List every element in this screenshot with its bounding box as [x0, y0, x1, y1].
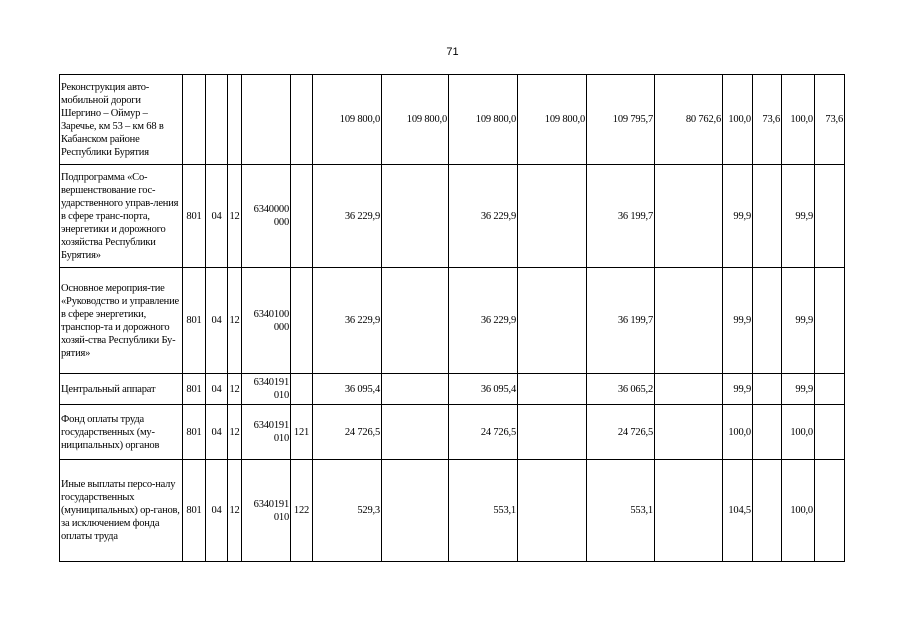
- approved-amount-cell: 109 800,0: [313, 75, 382, 165]
- percent-approved-federal-cell: [753, 165, 782, 268]
- refined-amount-cell: 24 726,5: [449, 405, 518, 460]
- row-name-cell: Фонд оплаты труда государственных (му-ниципальных) органов: [60, 405, 183, 460]
- ved-code-cell: 801: [183, 460, 206, 562]
- refined-amount-cell: 553,1: [449, 460, 518, 562]
- target-article-cell: [242, 165, 291, 268]
- percent-approved-federal-cell: [753, 460, 782, 562]
- approved-amount-federal-cell: [382, 268, 449, 374]
- target-article-code-part2: 010: [273, 390, 289, 401]
- percent-approved-federal-cell: [753, 374, 782, 405]
- percent-approved-federal-cell: 73,6: [753, 75, 782, 165]
- table-row: [60, 374, 845, 405]
- executed-amount-cell: 109 795,7: [587, 75, 655, 165]
- table-row: [60, 268, 845, 374]
- page-number: 71: [446, 46, 459, 58]
- refined-amount-federal-cell: [518, 268, 587, 374]
- executed-amount-federal-cell: [655, 374, 723, 405]
- row-name-cell: Центральный аппарат: [60, 374, 183, 405]
- target-article-code-part2: 000: [273, 217, 289, 228]
- percent-approved-cell: 100,0: [723, 405, 753, 460]
- ved-code-cell: 801: [183, 405, 206, 460]
- executed-amount-federal-cell: [655, 165, 723, 268]
- approved-amount-cell: 24 726,5: [313, 405, 382, 460]
- executed-amount-cell: 36 199,7: [587, 268, 655, 374]
- section-code-cell: 04: [206, 460, 228, 562]
- percent-refined-cell: 99,9: [782, 374, 815, 405]
- refined-amount-cell: 36 095,4: [449, 374, 518, 405]
- executed-amount-federal-cell: 80 762,6: [655, 75, 723, 165]
- percent-approved-cell: 99,9: [723, 268, 753, 374]
- ved-code-cell: 801: [183, 165, 206, 268]
- approved-amount-cell: 36 095,4: [313, 374, 382, 405]
- target-article-code-part2: 010: [273, 511, 289, 523]
- target-article-code-part2: 000: [273, 321, 289, 333]
- expense-type-cell: [291, 374, 313, 405]
- approved-amount-cell: 529,3: [313, 460, 382, 562]
- refined-amount-cell: 36 229,9: [449, 268, 518, 374]
- subsection-code-cell: 12: [228, 165, 242, 268]
- executed-amount-cell: 36 065,2: [587, 374, 655, 405]
- section-code-cell: 04: [206, 165, 228, 268]
- expense-type-cell: 122: [291, 460, 313, 562]
- approved-amount-cell: 36 229,9: [313, 165, 382, 268]
- target-article-code-part1: 6340191: [253, 498, 289, 510]
- approved-amount-federal-cell: 109 800,0: [382, 75, 449, 165]
- section-code-cell: 04: [206, 374, 228, 405]
- target-article-cell: [242, 374, 291, 405]
- approved-amount-federal-cell: [382, 374, 449, 405]
- ved-code-cell: [183, 75, 206, 165]
- target-article-cell: [242, 75, 291, 165]
- refined-amount-federal-cell: [518, 460, 587, 562]
- target-article-code-part1: 6340100: [253, 308, 289, 320]
- target-article-code-part1: 6340191: [253, 420, 289, 431]
- section-code-cell: 04: [206, 268, 228, 374]
- expense-type-cell: [291, 268, 313, 374]
- executed-amount-federal-cell: [655, 405, 723, 460]
- executed-amount-federal-cell: [655, 268, 723, 374]
- percent-refined-federal-cell: [815, 405, 845, 460]
- table-row: [60, 405, 845, 460]
- refined-amount-federal-cell: [518, 374, 587, 405]
- refined-amount-federal-cell: [518, 405, 587, 460]
- executed-amount-cell: 36 199,7: [587, 165, 655, 268]
- refined-amount-cell: 109 800,0: [449, 75, 518, 165]
- approved-amount-cell: 36 229,9: [313, 268, 382, 374]
- percent-approved-federal-cell: [753, 405, 782, 460]
- expense-type-cell: 121: [291, 405, 313, 460]
- subsection-code-cell: 12: [228, 374, 242, 405]
- approved-amount-federal-cell: [382, 460, 449, 562]
- ved-code-cell: 801: [183, 374, 206, 405]
- table-row: [60, 75, 845, 165]
- budget-table: [59, 74, 845, 562]
- percent-refined-cell: 100,0: [782, 460, 815, 562]
- approved-amount-federal-cell: [382, 405, 449, 460]
- subsection-code-cell: [228, 75, 242, 165]
- target-article-code-part1: 6340000: [253, 204, 289, 215]
- table-row: [60, 460, 845, 562]
- approved-amount-federal-cell: [382, 165, 449, 268]
- section-code-cell: [206, 75, 228, 165]
- refined-amount-federal-cell: [518, 165, 587, 268]
- refined-amount-cell: 36 229,9: [449, 165, 518, 268]
- target-article-code-part1: 6340191: [253, 377, 289, 388]
- expense-type-cell: [291, 165, 313, 268]
- executed-amount-cell: 553,1: [587, 460, 655, 562]
- percent-refined-cell: 99,9: [782, 268, 815, 374]
- expense-type-cell: [291, 75, 313, 165]
- percent-approved-cell: 104,5: [723, 460, 753, 562]
- percent-approved-cell: 100,0: [723, 75, 753, 165]
- subsection-code-cell: 12: [228, 460, 242, 562]
- refined-amount-federal-cell: 109 800,0: [518, 75, 587, 165]
- percent-refined-cell: 99,9: [782, 165, 815, 268]
- section-code-cell: 04: [206, 405, 228, 460]
- executed-amount-federal-cell: [655, 460, 723, 562]
- percent-refined-federal-cell: 73,6: [815, 75, 845, 165]
- row-name-cell: Подпрограмма «Со-вершенствование гос-ударственного управ-ления в сфере транс-порта, энергетики и дорожного хозяйства Республики Бурятия»: [60, 165, 183, 268]
- row-name-cell: Основное мероприя-тие «Руководство и управление в сфере энергетики, транспор-та и дорожного хозяй-ства Республики Бу-рятия»: [60, 268, 183, 374]
- row-name-cell: Реконструкция авто-мобильной дороги Шергино – Оймур – Заречье, км 53 – км 68 в Кабанском районе Республики Бурятия: [60, 75, 183, 165]
- row-name-cell: Иные выплаты персо-налу государственных (муниципальных) ор-ганов, за исключением фонда оплаты труда: [60, 460, 183, 562]
- subsection-code-cell: 12: [228, 405, 242, 460]
- table-row: [60, 165, 845, 268]
- percent-approved-federal-cell: [753, 268, 782, 374]
- percent-refined-federal-cell: [815, 165, 845, 268]
- target-article-cell: [242, 405, 291, 460]
- percent-refined-federal-cell: [815, 268, 845, 374]
- subsection-code-cell: 12: [228, 268, 242, 374]
- percent-refined-cell: 100,0: [782, 405, 815, 460]
- percent-refined-federal-cell: [815, 460, 845, 562]
- percent-approved-cell: 99,9: [723, 165, 753, 268]
- target-article-cell: [242, 268, 291, 374]
- ved-code-cell: 801: [183, 268, 206, 374]
- percent-refined-federal-cell: [815, 374, 845, 405]
- target-article-cell: [242, 460, 291, 562]
- executed-amount-cell: 24 726,5: [587, 405, 655, 460]
- percent-approved-cell: 99,9: [723, 374, 753, 405]
- target-article-code-part2: 010: [273, 433, 289, 444]
- percent-refined-cell: 100,0: [782, 75, 815, 165]
